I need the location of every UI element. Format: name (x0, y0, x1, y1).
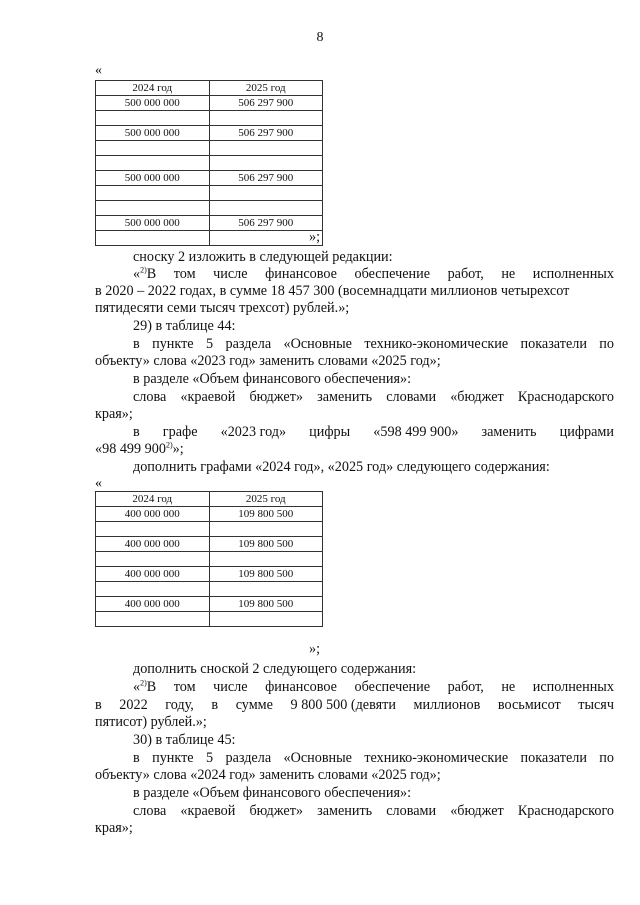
word: в (133, 424, 140, 440)
table-row (96, 126, 323, 141)
table-cell (96, 231, 210, 246)
table-header-row (96, 81, 323, 96)
line: 29) в таблице 44: (133, 318, 236, 334)
word: «2023 год» (220, 424, 287, 440)
word: числе (213, 679, 248, 695)
column-header: 2024 год (96, 81, 210, 96)
table-row (96, 231, 323, 246)
word: графе (162, 424, 198, 440)
line: слова «краевой бюджет» заменить словами «бюджет Краснодарского (133, 803, 614, 819)
table-2 (95, 491, 323, 627)
line: дополнить сноской 2 следующего содержания: (133, 661, 417, 677)
word: финансовое (265, 679, 337, 695)
table-cell: 109 800 500 (209, 597, 323, 612)
table-cell: 500 000 000 (96, 216, 210, 231)
table-cell: 506 297 900 (209, 96, 323, 111)
table-cell: 400 000 000 (96, 537, 210, 552)
line: дополнить графами «2024 год», «2025 год» следующего содержания: (133, 459, 550, 475)
table-cell (209, 522, 323, 537)
table-cell (209, 231, 323, 246)
line: слова «краевой бюджет» заменить словами «бюджет Краснодарского (133, 389, 614, 405)
word: «$^{2)}$В (133, 265, 157, 282)
table-cell (96, 582, 210, 597)
table-cell: 500 000 000 (96, 171, 210, 186)
table-cell: 109 800 500 (209, 537, 323, 552)
word: цифры (309, 424, 351, 440)
word: цифрами (559, 424, 614, 440)
line: в разделе «Объем финансового обеспечения»: (133, 785, 412, 801)
column-header: 2025 год (209, 492, 323, 507)
line: пятисот) рублей.»; (95, 714, 207, 730)
table-row (96, 111, 323, 126)
table-row (96, 171, 323, 186)
table-cell: 506 297 900 (209, 216, 323, 231)
table-cell (96, 201, 210, 216)
word: не (501, 266, 516, 282)
table-row (96, 96, 323, 111)
table-row (96, 201, 323, 216)
justified-line (133, 424, 614, 441)
table-1-close: »; (309, 229, 321, 245)
table-row (96, 597, 323, 612)
word: работ, (447, 679, 484, 695)
table-cell: 500 000 000 (96, 126, 210, 141)
word: заменить (481, 424, 537, 440)
table-cell (209, 186, 323, 201)
line: пятидесяти семи тысяч трехсот) рублей.»; (95, 300, 350, 316)
word: «$^{2)}$В (133, 678, 157, 695)
word: исполненных (532, 266, 614, 282)
line: «98 499 900$^{2)}$»; (95, 440, 184, 457)
word: «598 499 900» (373, 424, 459, 440)
line: объекту» слова «2024 год» заменить словами «2025 год»; (95, 767, 441, 783)
line: в 2020 – 2022 годах, в сумме 18 457 300 (восемнадцати миллионов четырехсот (95, 283, 570, 299)
table-row (96, 582, 323, 597)
column-header: 2025 год (209, 81, 323, 96)
table-cell (209, 612, 323, 627)
table-cell (96, 141, 210, 156)
table-row (96, 612, 323, 627)
word: 2022 (119, 697, 148, 713)
table-row (96, 567, 323, 582)
table-row (96, 186, 323, 201)
word: исполненных (532, 679, 614, 695)
justified-line (133, 679, 614, 696)
word: обеспечение (354, 266, 431, 282)
line: в разделе «Объем финансового обеспечения»: (133, 371, 412, 387)
word: работ, (447, 266, 484, 282)
line: края»; (95, 820, 133, 836)
table-cell (209, 582, 323, 597)
table-cell: 109 800 500 (209, 567, 323, 582)
word: финансовое (265, 266, 337, 282)
table-row (96, 507, 323, 522)
word: сумме (235, 697, 273, 713)
justified-line (95, 697, 614, 714)
word: миллионов (413, 697, 481, 713)
column-header: 2024 год (96, 492, 210, 507)
word: том (173, 679, 196, 695)
table-row (96, 552, 323, 567)
table-cell (209, 552, 323, 567)
table-row (96, 537, 323, 552)
table-cell (96, 186, 210, 201)
word: обеспечение (354, 679, 431, 695)
table-cell (96, 111, 210, 126)
line: объекту» слова «2023 год» заменить словами «2025 год»; (95, 353, 441, 369)
line: края»; (95, 406, 133, 422)
table-header-row (96, 492, 323, 507)
word: 9 800 500 (девяти (290, 697, 396, 713)
table-cell: 506 297 900 (209, 171, 323, 186)
table-2-close: »; (309, 641, 321, 657)
word: тысяч (578, 697, 614, 713)
table-cell (209, 141, 323, 156)
table-cell: 400 000 000 (96, 567, 210, 582)
table-cell (209, 201, 323, 216)
quote-open-1: « (95, 63, 102, 78)
table-cell: 109 800 500 (209, 507, 323, 522)
quote-open-2: « (95, 476, 102, 491)
table-cell (96, 156, 210, 171)
table-cell (96, 552, 210, 567)
table-row (96, 522, 323, 537)
word: том (173, 266, 196, 282)
word: в (211, 697, 219, 713)
line: сноску 2 изложить в следующей редакции: (133, 249, 393, 265)
table-cell (209, 156, 323, 171)
word: в (95, 697, 102, 713)
page-number: 8 (316, 30, 324, 45)
table-1 (95, 80, 323, 246)
table-cell: 400 000 000 (96, 507, 210, 522)
table-row (96, 216, 323, 231)
table-cell: 400 000 000 (96, 597, 210, 612)
word: числе (213, 266, 248, 282)
table-cell (209, 111, 323, 126)
table-row (96, 156, 323, 171)
line: 30) в таблице 45: (133, 732, 236, 748)
line: в пункте 5 раздела «Основные технико-экономические показатели по (133, 336, 614, 352)
table-cell: 506 297 900 (209, 126, 323, 141)
table-row (96, 141, 323, 156)
word: не (501, 679, 516, 695)
table-cell: 500 000 000 (96, 96, 210, 111)
table-cell (96, 522, 210, 537)
word: году, (165, 697, 194, 713)
justified-line (133, 266, 614, 283)
word: восьмисот (497, 697, 561, 713)
line: в пункте 5 раздела «Основные технико-экономические показатели по (133, 750, 614, 766)
table-cell (96, 612, 210, 627)
